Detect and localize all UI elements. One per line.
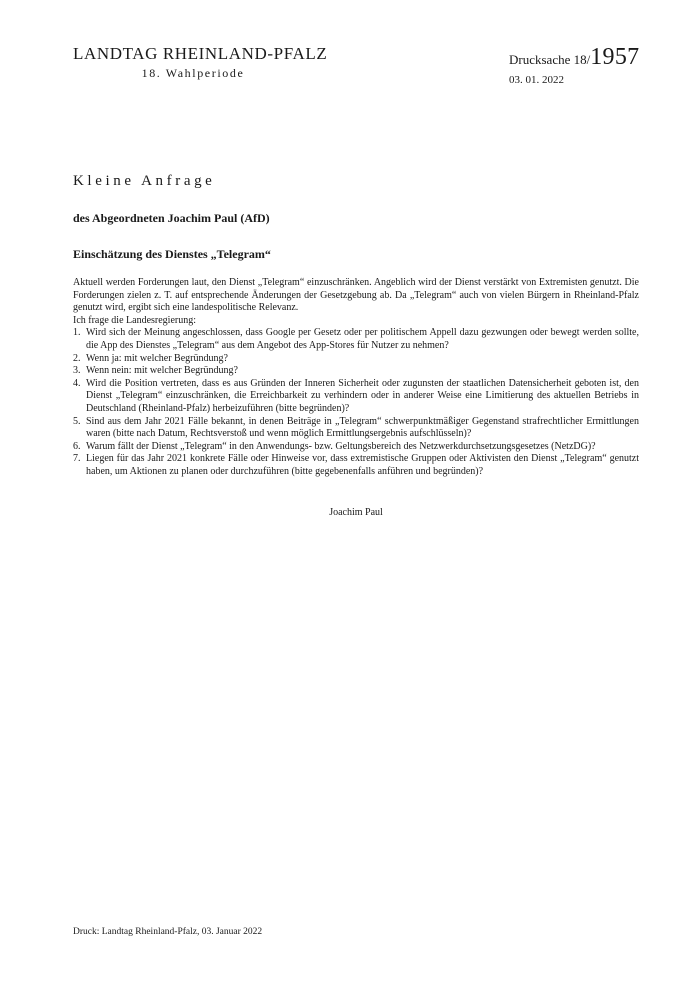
parliament-name: LANDTAG RHEINLAND-PFALZ xyxy=(73,44,328,63)
document-type: Kleine Anfrage xyxy=(73,173,216,189)
question-number: 5. xyxy=(73,415,81,427)
question-item xyxy=(73,378,639,416)
document-subject: Einschätzung des Dienstes „Telegram“ xyxy=(73,247,271,261)
question-text: Warum fällt der Dienst „Telegram“ in den Anwendungs- bzw. Geltungsbereich des Netzwerkdurchsetzungsgesetzes (NetzDG)? xyxy=(86,440,596,452)
print-footer: Druck: Landtag Rheinland-Pfalz, 03. Januar 2022 xyxy=(73,927,263,937)
question-item xyxy=(73,327,639,352)
question-text: Wenn nein: mit welcher Begründung? xyxy=(86,365,238,377)
question-item xyxy=(73,365,639,378)
question-text: Wenn ja: mit welcher Begründung? xyxy=(86,352,228,364)
intro-question-lead: Ich frage die Landesregierung: xyxy=(73,314,196,326)
question-text: Wird sich der Meinung angeschlossen, dass Google per Gesetz oder per politischem Appell dazu gezwungen oder bewegt werden sollte, die App des Dienstes „Telegram“ aus dem Angebot des App-Stores für Nutzer zu nehmen? xyxy=(86,327,639,351)
signature: Joachim Paul xyxy=(329,507,383,518)
drucksache-reference xyxy=(509,44,649,73)
question-number: 4. xyxy=(73,377,81,389)
author-line: des Abgeordneten Joachim Paul (AfD) xyxy=(73,211,270,225)
drucksache-number: 1957 xyxy=(590,44,640,70)
document-body xyxy=(73,277,639,479)
question-list xyxy=(73,327,639,478)
question-item xyxy=(73,416,639,441)
question-number: 1. xyxy=(73,327,81,339)
question-number: 2. xyxy=(73,352,81,364)
question-item xyxy=(73,441,639,454)
question-text: Wird die Position vertreten, dass es aus Gründen der Inneren Sicherheit oder zugunsten der staatlichen Datensicherheit geboten ist, den Dienst „Telegram“ einzuschränken, die Erreichbarkeit zu verhindern oder in anderer Weise eine Limitierung des aktuellen Betriebs in Deutschland (Rheinland-Pfalz) herbeizuführen (bitte begründen)? xyxy=(86,377,639,414)
drucksache-date: 03. 01. 2022 xyxy=(509,74,564,86)
header-right xyxy=(509,44,649,87)
question-text: Sind aus dem Jahr 2021 Fälle bekannt, in denen Beiträge in „Telegram“ schwerpunktmäßiger Gegenstand strafrechtlicher Ermittlungen waren (bitte nach Datum, Rechtsverstoß und wenn möglich Ermittlungsergebnis aufschlüsseln)? xyxy=(86,415,639,440)
intro-paragraph: Aktuell werden Forderungen laut, den Dienst „Telegram“ einzuschränken. Angeblich wird der Dienst verstärkt von Extremisten genutzt. Die Forderungen zielen z. T. auf entsprechende Änderungen der Gesetzgebung ab. Da „Telegram“ auch von vielen Bürgern in Rheinland-Pfalz genutzt wird, ergibt sich eine landespolitische Relevanz. xyxy=(73,277,639,314)
question-item xyxy=(73,353,639,366)
question-number: 3. xyxy=(73,365,81,377)
header-left xyxy=(73,44,328,81)
question-text: Liegen für das Jahr 2021 konkrete Fälle oder Hinweise vor, dass extremistische Gruppen oder Aktivisten den Dienst „Telegram“ genutzt haben, um Aktionen zu planen oder durchzuführen (bitte gegebenenfalls anführen und begründen)? xyxy=(86,453,639,477)
drucksache-label: Drucksache 18/ xyxy=(509,52,591,67)
question-item xyxy=(73,453,639,478)
question-number: 6. xyxy=(73,440,81,452)
question-number: 7. xyxy=(73,453,81,465)
legislative-period: 18. Wahlperiode xyxy=(141,66,245,80)
intro-section xyxy=(73,277,639,327)
